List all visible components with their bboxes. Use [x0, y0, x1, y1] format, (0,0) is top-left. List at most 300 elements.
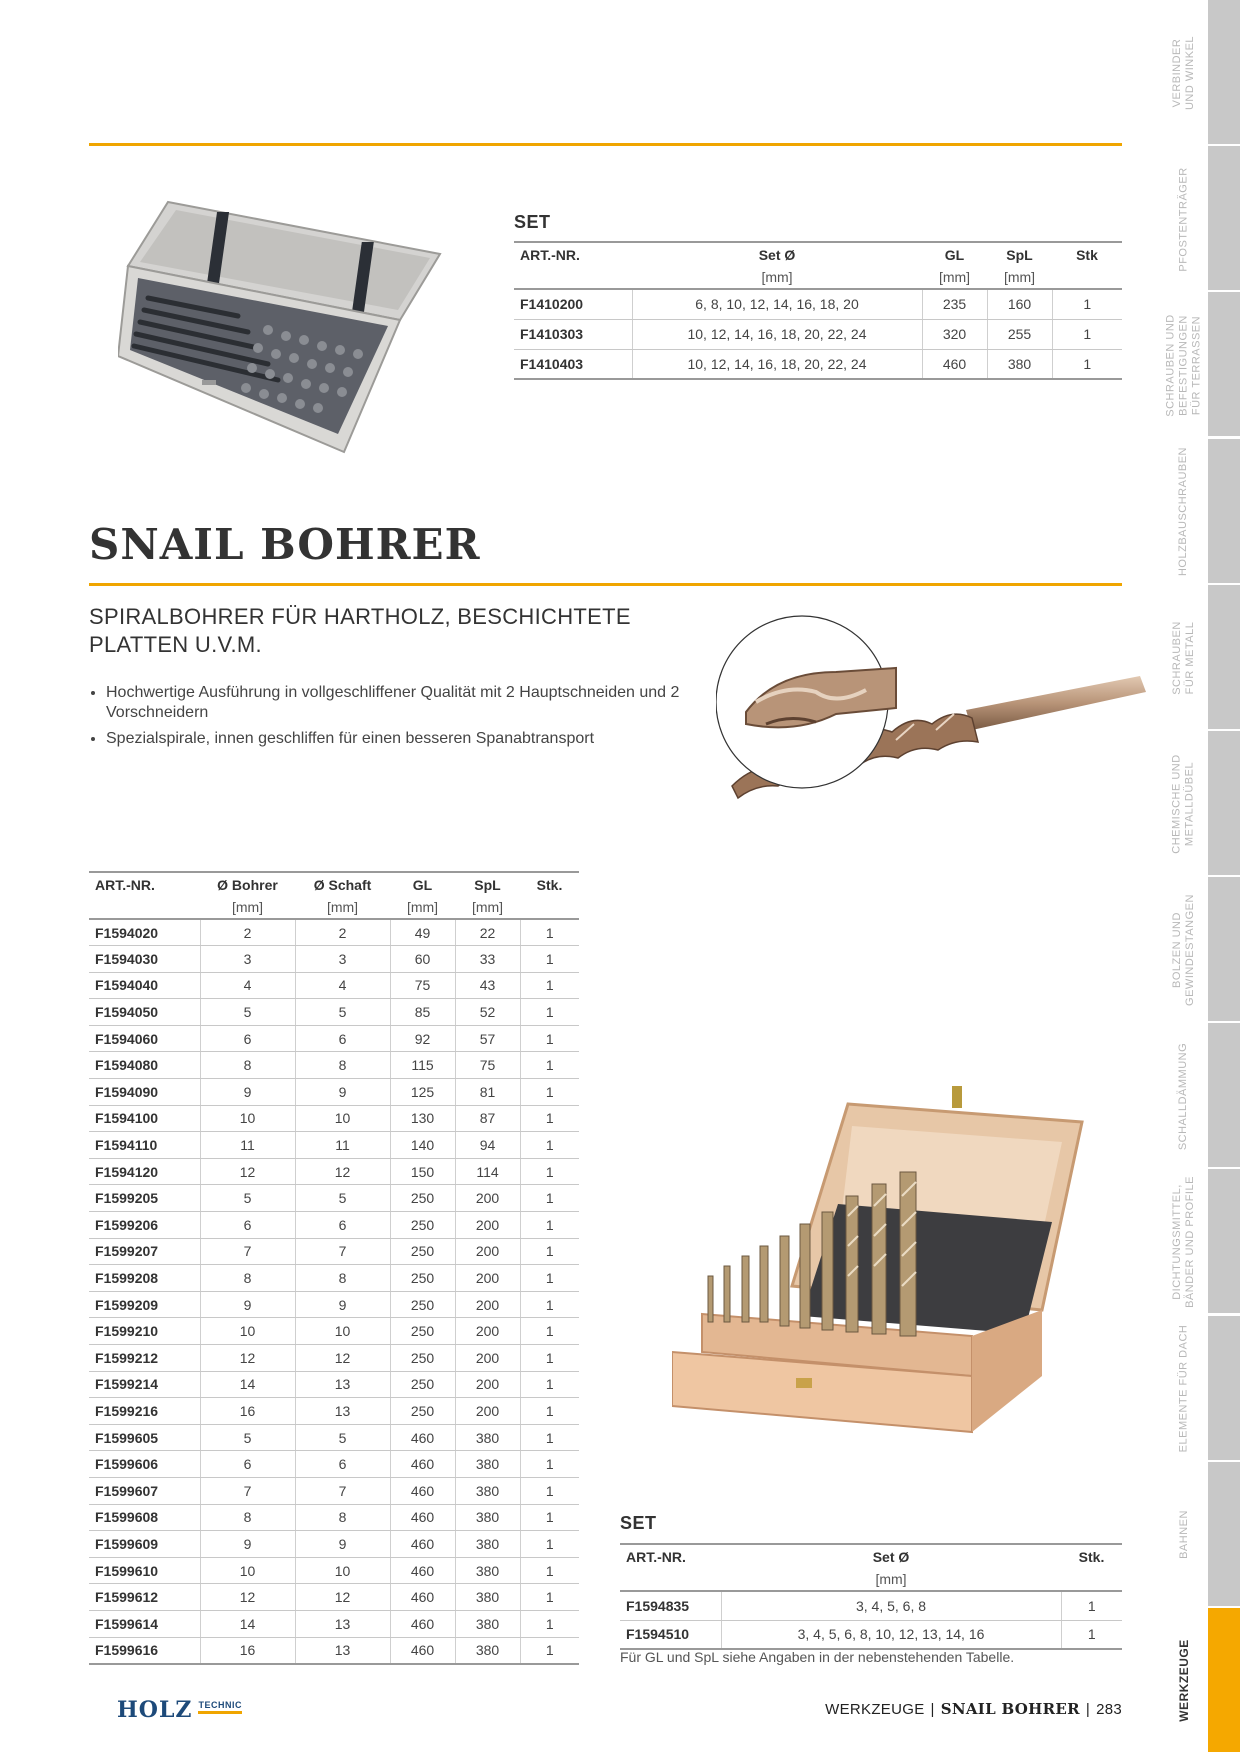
logo-sub: TECHNIC — [198, 1700, 242, 1714]
chapter-tab[interactable] — [1160, 146, 1240, 292]
table-cell: 460 — [390, 1504, 455, 1531]
table-cell: 2 — [200, 919, 295, 946]
table-cell: 200 — [455, 1265, 520, 1292]
chapter-tab[interactable] — [1160, 731, 1240, 877]
table-cell: 12 — [295, 1584, 390, 1611]
table-cell: 75 — [455, 1052, 520, 1079]
table-row — [620, 1620, 1122, 1649]
table-cell: 1 — [520, 1424, 579, 1451]
table-cell: 85 — [390, 999, 455, 1026]
table-cell: 380 — [455, 1637, 520, 1664]
column-header: ART.-NR. — [514, 242, 632, 266]
table-cell: 200 — [455, 1345, 520, 1372]
chapter-tab-text: DICHTUNGSMITTEL, BÄNDER UND PROFILE — [1171, 1176, 1197, 1309]
title-rule — [89, 583, 1122, 586]
chapter-tab-bar — [1208, 1316, 1240, 1462]
table-cell: 460 — [390, 1637, 455, 1664]
table-cell: F1594090 — [89, 1079, 200, 1106]
holz-technic-logo — [117, 1697, 242, 1723]
chapter-tab-label — [1160, 1023, 1208, 1169]
table-cell: 1 — [520, 1584, 579, 1611]
table-cell: 6 — [200, 1025, 295, 1052]
table-row — [89, 1052, 579, 1079]
chapter-tab[interactable] — [1160, 1023, 1240, 1169]
table-row — [89, 1185, 579, 1212]
table-cell: 12 — [295, 1158, 390, 1185]
table-cell: F1599208 — [89, 1265, 200, 1292]
snail-bohrer-table — [89, 871, 579, 1665]
table-row — [89, 1345, 579, 1372]
table-cell: F1594110 — [89, 1132, 200, 1159]
table-cell: 1 — [520, 1531, 579, 1558]
table-cell: 12 — [200, 1345, 295, 1372]
table-cell: 4 — [295, 972, 390, 999]
chapter-tab-text: PFOSTENTRÄGER — [1177, 167, 1190, 272]
column-header: ART.-NR. — [89, 872, 200, 896]
table-cell: 380 — [455, 1504, 520, 1531]
table-cell: F1599610 — [89, 1557, 200, 1584]
table-cell: 5 — [295, 1424, 390, 1451]
table-cell: 1 — [520, 1132, 579, 1159]
table-row — [514, 289, 1122, 319]
table-cell: F1599206 — [89, 1212, 200, 1239]
table-cell: 10, 12, 14, 16, 18, 20, 22, 24 — [632, 349, 922, 379]
chapter-tab-text: BAHNEN — [1177, 1510, 1190, 1560]
chapter-tab[interactable] — [1160, 585, 1240, 731]
chapter-tab-text: SCHRAUBEN FÜR METALL — [1171, 620, 1197, 695]
table-cell: 1 — [520, 999, 579, 1026]
table-header-row — [620, 1544, 1122, 1568]
column-unit: [mm] — [200, 896, 295, 919]
column-header: GL — [922, 242, 987, 266]
chapter-tab-bar — [1208, 731, 1240, 877]
chapter-tab-bar — [1208, 585, 1240, 731]
table-cell: 6, 8, 10, 12, 14, 16, 18, 20 — [632, 289, 922, 319]
table-cell: 1 — [520, 919, 579, 946]
column-unit — [1052, 266, 1122, 289]
table-cell: 380 — [455, 1477, 520, 1504]
table-cell: 1 — [520, 1212, 579, 1239]
table-cell: 4 — [200, 972, 295, 999]
table-cell: 250 — [390, 1318, 455, 1345]
chapter-tab-label — [1160, 585, 1208, 731]
footer-separator: | — [1085, 1701, 1091, 1718]
table-row — [89, 972, 579, 999]
table-cell: 94 — [455, 1132, 520, 1159]
table-row — [89, 1132, 579, 1159]
table-cell: 14 — [200, 1610, 295, 1637]
table-cell: 12 — [295, 1345, 390, 1372]
table-row — [89, 999, 579, 1026]
table-cell: F1599205 — [89, 1185, 200, 1212]
column-unit: [mm] — [922, 266, 987, 289]
table-row — [89, 1477, 579, 1504]
table-cell: 16 — [200, 1637, 295, 1664]
drill-set-case-image — [118, 198, 448, 454]
table-cell: 1 — [1052, 319, 1122, 349]
chapter-tab-text: ELEMENTE FÜR DACH — [1177, 1324, 1190, 1453]
table-cell: 13 — [295, 1610, 390, 1637]
chapter-tab-label — [1160, 292, 1208, 438]
table-cell: 6 — [200, 1212, 295, 1239]
table-cell: F1594060 — [89, 1025, 200, 1052]
chapter-tab[interactable] — [1160, 1462, 1240, 1608]
table-row — [89, 1025, 579, 1052]
table-cell: F1594050 — [89, 999, 200, 1026]
chapter-tab-label — [1160, 1169, 1208, 1315]
table-cell: F1594030 — [89, 946, 200, 973]
column-header: Stk — [1052, 242, 1122, 266]
table-cell: 7 — [200, 1477, 295, 1504]
table-cell: 460 — [390, 1584, 455, 1611]
table-cell: 10 — [200, 1557, 295, 1584]
table-cell: F1594040 — [89, 972, 200, 999]
column-header: SpL — [987, 242, 1052, 266]
table-row — [89, 1158, 579, 1185]
chapter-tab-bar — [1208, 1169, 1240, 1315]
chapter-tab[interactable] — [1160, 877, 1240, 1023]
table-cell: 1 — [1061, 1620, 1122, 1649]
table-cell: 3, 4, 5, 6, 8, 10, 12, 13, 14, 16 — [721, 1620, 1061, 1649]
table-cell: F1599614 — [89, 1610, 200, 1637]
table-cell: 6 — [295, 1212, 390, 1239]
chapter-tab-bar — [1208, 146, 1240, 292]
table-cell: 10 — [200, 1318, 295, 1345]
chapter-tab[interactable] — [1160, 439, 1240, 585]
column-unit: [mm] — [632, 266, 922, 289]
table-cell: 12 — [200, 1584, 295, 1611]
table-cell: 160 — [987, 289, 1052, 319]
table-cell: 5 — [200, 1424, 295, 1451]
column-header: Set Ø — [721, 1544, 1061, 1568]
chapter-tab-label — [1160, 1316, 1208, 1462]
table-cell: 1 — [520, 1291, 579, 1318]
table-cell: 1 — [520, 1105, 579, 1132]
table-row — [89, 1105, 579, 1132]
table-cell: F1599609 — [89, 1531, 200, 1558]
table-cell: 8 — [200, 1504, 295, 1531]
table-row — [89, 1557, 579, 1584]
table-row — [89, 1371, 579, 1398]
table-cell: 1 — [520, 1185, 579, 1212]
table-cell: 1 — [520, 1637, 579, 1664]
column-header: GL — [390, 872, 455, 896]
table-cell: 1 — [520, 1345, 579, 1372]
table-cell: 380 — [455, 1557, 520, 1584]
table-cell: 9 — [200, 1291, 295, 1318]
chapter-tab-text: SCHALLDÄMMUNG — [1177, 1042, 1190, 1150]
table-cell: 1 — [520, 1318, 579, 1345]
table-cell: 250 — [390, 1371, 455, 1398]
table-cell: 1 — [1052, 289, 1122, 319]
table-cell: F1599207 — [89, 1238, 200, 1265]
set-bottom-table — [620, 1543, 1122, 1650]
chapter-tab-text: CHEMISCHE UND METALLDÜBEL — [1171, 754, 1196, 854]
table-cell: F1599209 — [89, 1291, 200, 1318]
table-cell: 81 — [455, 1079, 520, 1106]
table-cell: 60 — [390, 946, 455, 973]
table-cell: 1 — [520, 1265, 579, 1292]
table-cell: 10 — [295, 1105, 390, 1132]
table-cell: F1594510 — [620, 1620, 721, 1649]
set-bottom-heading: SET — [620, 1513, 657, 1533]
chapter-tab-label — [1160, 731, 1208, 877]
chapter-tab-label — [1160, 146, 1208, 292]
table-row — [89, 1584, 579, 1611]
column-unit — [520, 896, 579, 919]
feature-list — [89, 683, 726, 755]
chapter-tab-text: WERKZEUGE — [1176, 1639, 1191, 1723]
table-cell: F1410200 — [514, 289, 632, 319]
table-cell: 5 — [295, 1185, 390, 1212]
table-cell: 1 — [520, 1238, 579, 1265]
table-cell: 92 — [390, 1025, 455, 1052]
table-row — [89, 1291, 579, 1318]
column-header: Set Ø — [632, 242, 922, 266]
chapter-tab-label — [1160, 1608, 1208, 1754]
chapter-tab-text: SCHRAUBEN UND BEFESTIGUNGEN FÜR TERRASSEN — [1164, 314, 1203, 417]
table-cell: F1599210 — [89, 1318, 200, 1345]
table-cell: F1594020 — [89, 919, 200, 946]
column-header: Ø Schaft — [295, 872, 390, 896]
table-cell: 9 — [295, 1531, 390, 1558]
column-unit: [mm] — [295, 896, 390, 919]
table-units-row — [514, 266, 1122, 289]
table-cell: 49 — [390, 919, 455, 946]
table-cell: F1599605 — [89, 1424, 200, 1451]
table-cell: 250 — [390, 1265, 455, 1292]
table-cell: 9 — [295, 1079, 390, 1106]
table-cell: F1594100 — [89, 1105, 200, 1132]
table-cell: 1 — [520, 1477, 579, 1504]
table-cell: 1 — [1061, 1591, 1122, 1620]
page-subtitle: SPIRALBOHRER FÜR HARTHOLZ, BESCHICHTETE PLATTEN U.V.M. — [89, 604, 631, 657]
table-cell: 6 — [295, 1025, 390, 1052]
table-cell: 250 — [390, 1291, 455, 1318]
table-row — [89, 1531, 579, 1558]
table-cell: 33 — [455, 946, 520, 973]
table-cell: 1 — [520, 1557, 579, 1584]
set-top-table — [514, 241, 1122, 380]
table-cell: 460 — [390, 1451, 455, 1478]
table-cell: F1599612 — [89, 1584, 200, 1611]
table-cell: 1 — [520, 1504, 579, 1531]
table-cell: 16 — [200, 1398, 295, 1425]
table-cell: 1 — [1052, 349, 1122, 379]
table-cell: F1599608 — [89, 1504, 200, 1531]
table-cell: 8 — [200, 1052, 295, 1079]
table-cell: 250 — [390, 1185, 455, 1212]
table-cell: 1 — [520, 1398, 579, 1425]
table-cell: F1599214 — [89, 1371, 200, 1398]
table-row — [89, 1398, 579, 1425]
table-units-row — [620, 1568, 1122, 1591]
table-cell: 130 — [390, 1105, 455, 1132]
snail-drill-bit-image — [716, 614, 1146, 876]
footer-product: SNAIL BOHRER — [940, 1700, 1080, 1718]
table-cell: 200 — [455, 1398, 520, 1425]
table-cell: 1 — [520, 972, 579, 999]
table-row — [89, 1424, 579, 1451]
logo-main: HOLZ — [117, 1697, 193, 1723]
table-cell: 8 — [295, 1052, 390, 1079]
table-cell: 7 — [295, 1238, 390, 1265]
table-cell: 460 — [390, 1424, 455, 1451]
table-cell: 75 — [390, 972, 455, 999]
table-cell: F1410303 — [514, 319, 632, 349]
table-cell: 3 — [295, 946, 390, 973]
chapter-tab-bar — [1208, 0, 1240, 146]
column-unit — [620, 1568, 721, 1591]
table-cell: 10 — [295, 1557, 390, 1584]
table-cell: 1 — [520, 1158, 579, 1185]
table-cell: 13 — [295, 1637, 390, 1664]
table-cell: 9 — [200, 1531, 295, 1558]
table-cell: 8 — [295, 1265, 390, 1292]
table-cell: 5 — [295, 999, 390, 1026]
table-cell: 200 — [455, 1291, 520, 1318]
table-cell: 2 — [295, 919, 390, 946]
table-cell: 114 — [455, 1158, 520, 1185]
table-cell: 235 — [922, 289, 987, 319]
feature-item: • Spezialspirale, innen geschliffen für einen besseren Spanabtransport — [106, 729, 726, 749]
table-cell: F1599607 — [89, 1477, 200, 1504]
column-header: SpL — [455, 872, 520, 896]
table-cell: 10 — [200, 1105, 295, 1132]
table-cell: 250 — [390, 1238, 455, 1265]
column-header: ART.-NR. — [620, 1544, 721, 1568]
table-cell: 380 — [455, 1424, 520, 1451]
table-cell: 6 — [295, 1451, 390, 1478]
table-cell: 3, 4, 5, 6, 8 — [721, 1591, 1061, 1620]
table-row — [620, 1591, 1122, 1620]
table-cell: 1 — [520, 1451, 579, 1478]
table-cell: 380 — [455, 1531, 520, 1558]
table-cell: 115 — [390, 1052, 455, 1079]
chapter-tab[interactable] — [1160, 1608, 1240, 1754]
column-unit — [89, 896, 200, 919]
table-row — [89, 919, 579, 946]
table-cell: 200 — [455, 1185, 520, 1212]
column-header: Stk. — [1061, 1544, 1122, 1568]
table-row — [89, 1318, 579, 1345]
table-cell: 14 — [200, 1371, 295, 1398]
table-cell: 460 — [390, 1531, 455, 1558]
table-cell: 320 — [922, 319, 987, 349]
table-cell: 12 — [200, 1158, 295, 1185]
feature-item: • Hochwertige Ausführung in vollgeschliffener Qualität mit 2 Hauptschneiden und 2 Vorschneidern — [106, 683, 726, 723]
table-row — [89, 1212, 579, 1239]
table-row — [89, 1451, 579, 1478]
table-cell: 10 — [295, 1318, 390, 1345]
table-units-row — [89, 896, 579, 919]
chapter-tab[interactable] — [1160, 292, 1240, 438]
table-cell: 5 — [200, 1185, 295, 1212]
table-cell: 200 — [455, 1318, 520, 1345]
chapter-tab[interactable] — [1160, 1169, 1240, 1315]
table-cell: 460 — [390, 1477, 455, 1504]
column-header: Stk. — [520, 872, 579, 896]
table-cell: 460 — [390, 1557, 455, 1584]
chapter-tabs — [1160, 0, 1240, 1754]
table-cell: 150 — [390, 1158, 455, 1185]
table-cell: 9 — [200, 1079, 295, 1106]
table-cell: F1599212 — [89, 1345, 200, 1372]
table-header-row — [89, 872, 579, 896]
table-cell: 7 — [200, 1238, 295, 1265]
drill-set-wooden-box-image — [672, 1086, 1084, 1436]
table-cell: F1599616 — [89, 1637, 200, 1664]
footer-separator: | — [930, 1701, 935, 1718]
table-cell: 7 — [295, 1477, 390, 1504]
chapter-tab-label — [1160, 439, 1208, 585]
table-cell: 380 — [455, 1451, 520, 1478]
set-note: Für GL und SpL siehe Angaben in der nebenstehenden Tabelle. — [620, 1649, 1015, 1665]
table-cell: 460 — [922, 349, 987, 379]
chapter-tab-text: VERBINDER UND WINKEL — [1171, 36, 1196, 111]
top-rule — [89, 143, 1122, 146]
column-unit — [1061, 1568, 1122, 1591]
table-cell: 250 — [390, 1398, 455, 1425]
page-footer — [825, 1700, 1122, 1718]
chapter-tab-bar — [1208, 439, 1240, 585]
table-cell: 52 — [455, 999, 520, 1026]
table-cell: 460 — [390, 1610, 455, 1637]
table-row — [514, 319, 1122, 349]
table-cell: 200 — [455, 1238, 520, 1265]
chapter-tab-bar — [1208, 1462, 1240, 1608]
page-number: 283 — [1096, 1701, 1122, 1718]
table-cell: 250 — [390, 1212, 455, 1239]
table-row — [89, 946, 579, 973]
table-cell: F1599216 — [89, 1398, 200, 1425]
table-cell: 1 — [520, 946, 579, 973]
set-top-heading: SET — [514, 212, 551, 232]
table-cell: 8 — [200, 1265, 295, 1292]
table-row — [89, 1238, 579, 1265]
chapter-tab-text: HOLZBAUSCHRAUBEN — [1177, 447, 1190, 577]
table-cell: 9 — [295, 1291, 390, 1318]
table-cell: F1594080 — [89, 1052, 200, 1079]
table-cell: 13 — [295, 1398, 390, 1425]
table-cell: 1 — [520, 1610, 579, 1637]
chapter-tab-bar — [1208, 1023, 1240, 1169]
column-unit: [mm] — [721, 1568, 1061, 1591]
table-row — [89, 1610, 579, 1637]
chapter-tab[interactable] — [1160, 0, 1240, 146]
table-cell: 43 — [455, 972, 520, 999]
chapter-tab-text: BOLZEN UND GEWINDESTANGEN — [1171, 894, 1197, 1007]
table-cell: 10, 12, 14, 16, 18, 20, 22, 24 — [632, 319, 922, 349]
table-row — [514, 349, 1122, 379]
table-cell: 1 — [520, 1025, 579, 1052]
chapter-tab-bar — [1208, 1608, 1240, 1754]
column-header: Ø Bohrer — [200, 872, 295, 896]
table-cell: 8 — [295, 1504, 390, 1531]
table-cell: F1410403 — [514, 349, 632, 379]
table-cell: 5 — [200, 999, 295, 1026]
table-cell: 11 — [200, 1132, 295, 1159]
table-cell: 255 — [987, 319, 1052, 349]
table-cell: 380 — [455, 1584, 520, 1611]
page-title: SNAIL BOHRER — [89, 520, 481, 569]
chapter-tab[interactable] — [1160, 1316, 1240, 1462]
footer-section: WERKZEUGE — [825, 1701, 925, 1718]
table-cell: F1599606 — [89, 1451, 200, 1478]
table-cell: 11 — [295, 1132, 390, 1159]
table-cell: 6 — [200, 1451, 295, 1478]
table-cell: 125 — [390, 1079, 455, 1106]
